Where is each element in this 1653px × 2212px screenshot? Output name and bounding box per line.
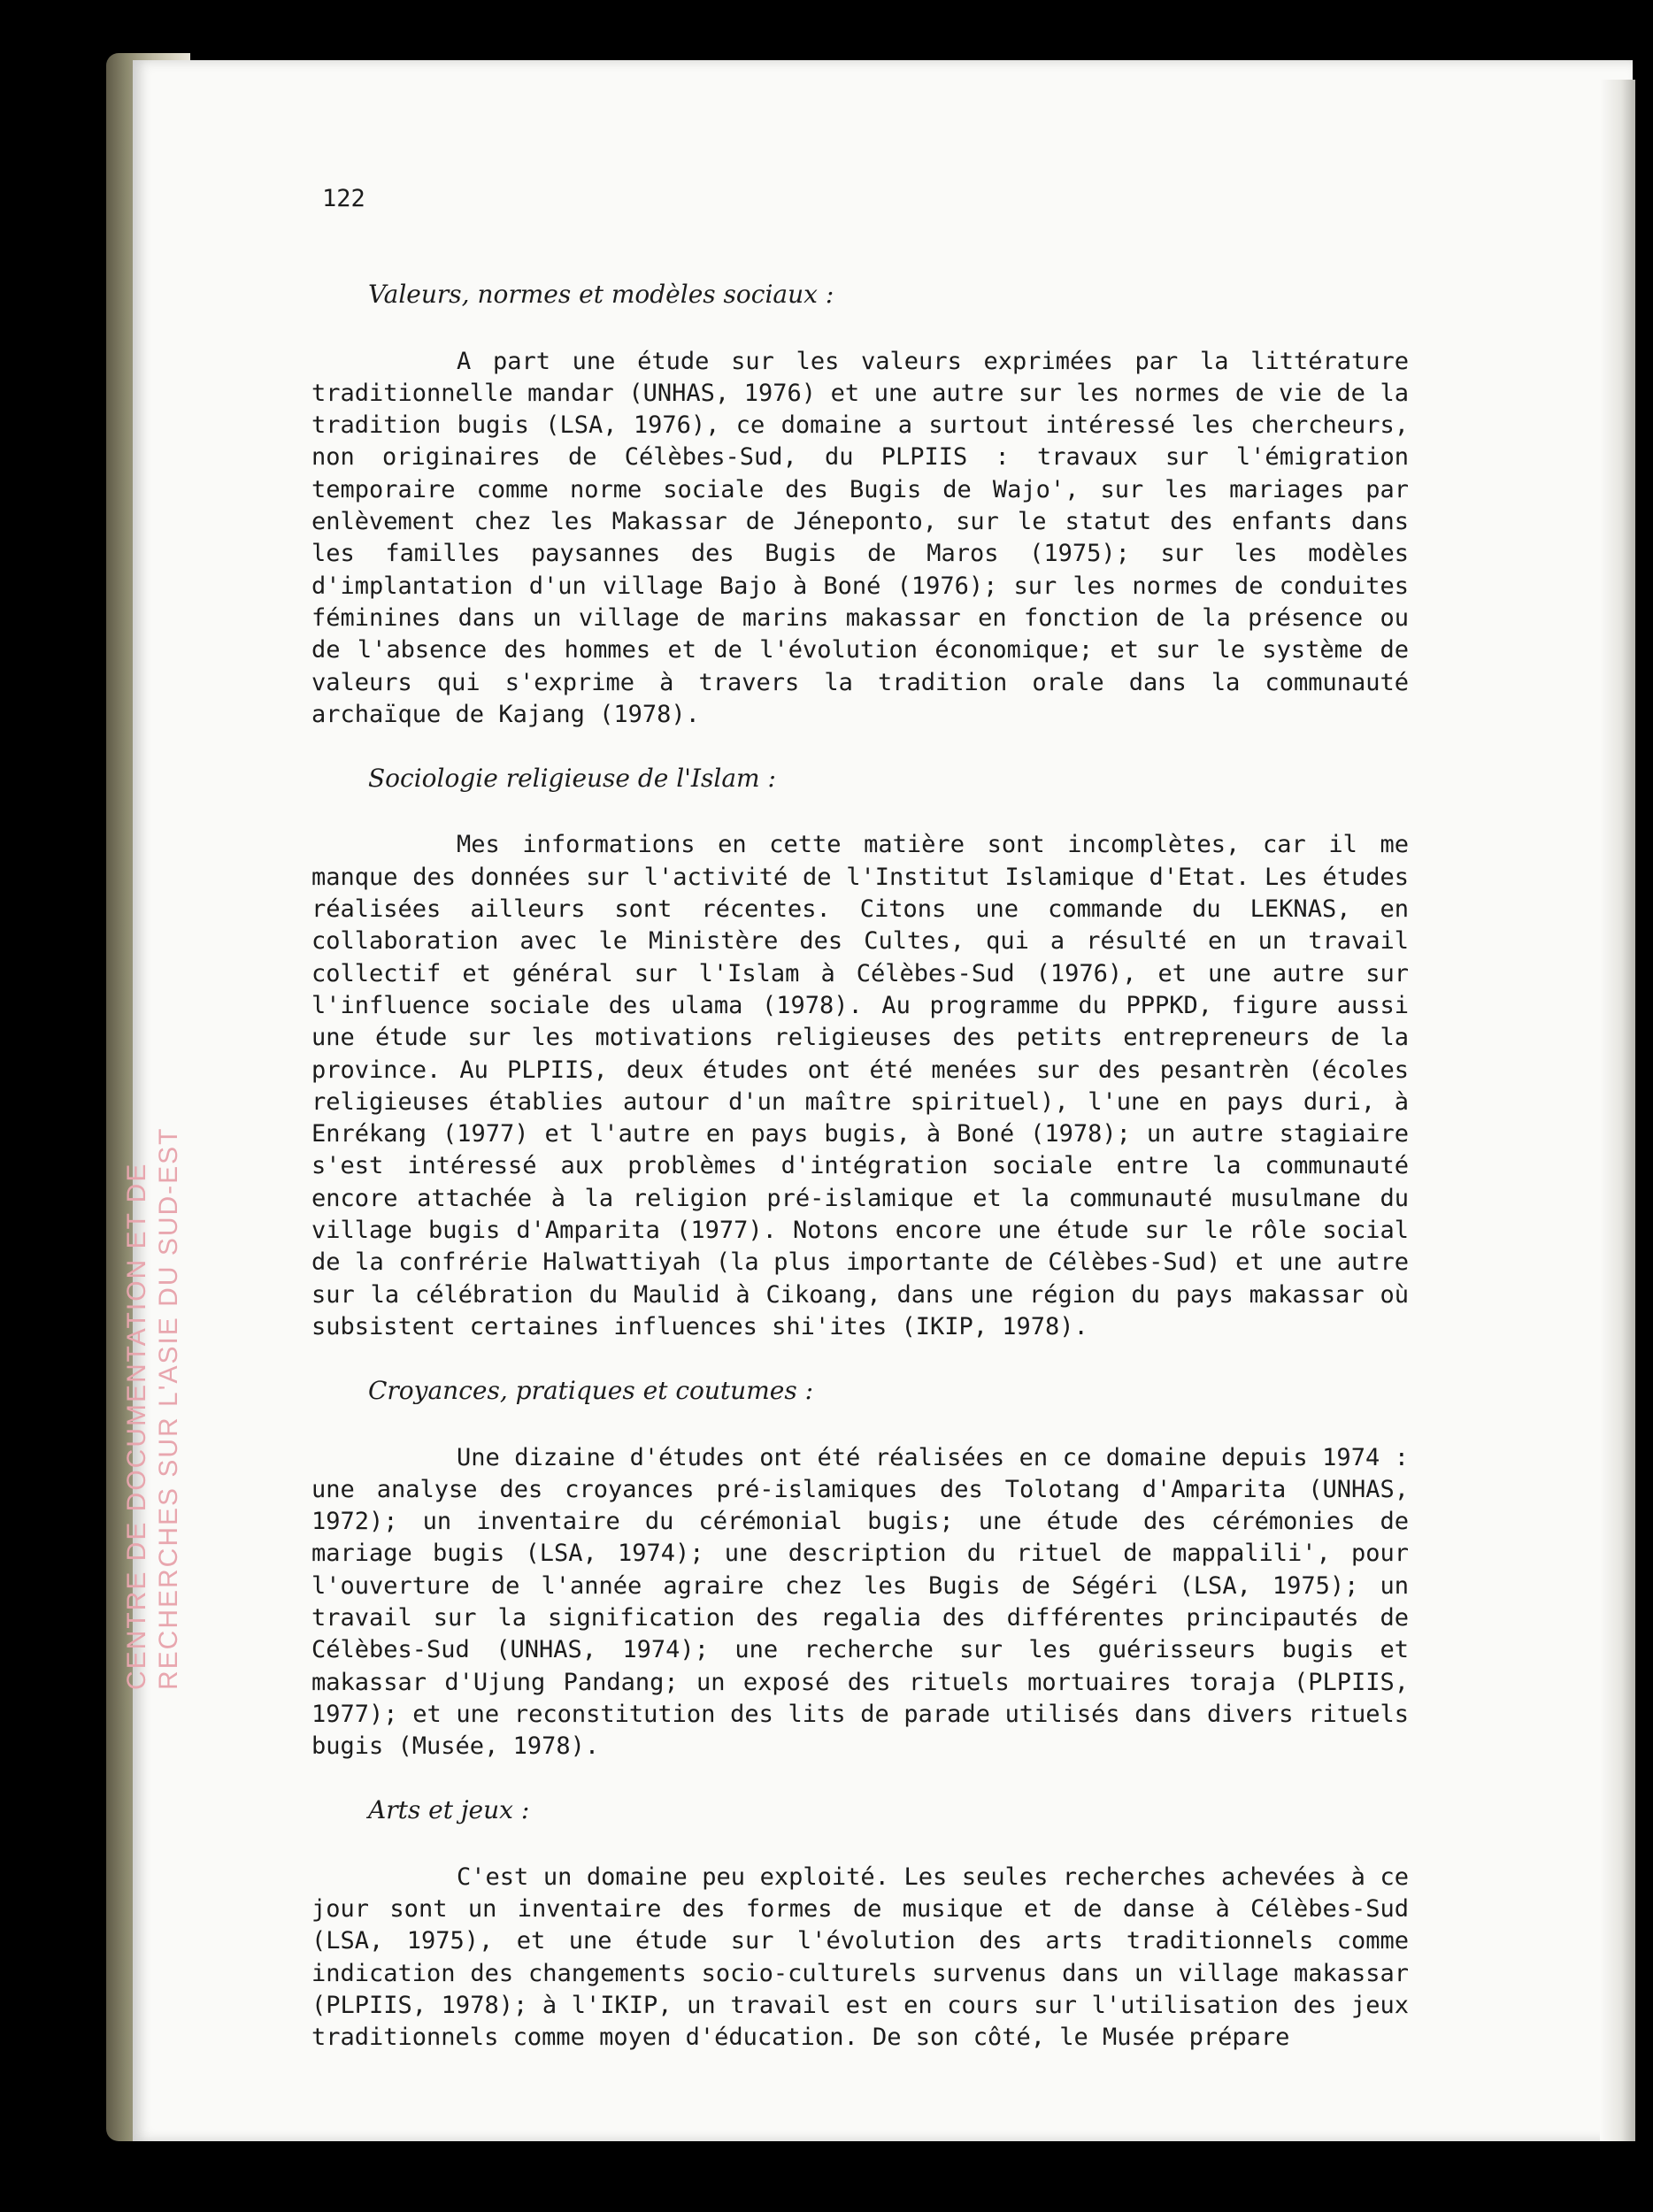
body-paragraph: Mes informations en cette matière sont incomplètes, car il me manque des données sur l'activité de l'Institut Islamique d'Etat. Les études réalisées ailleurs sont récentes. Citons une commande du LEKNAS, en collaboration avec le Ministère des Cultes, qui a résulté en un travail collectif et général sur l'Islam à Célèbes-Sud (1976), et une autre sur l'influence sociale des ulama (1978). Au programme du PPPKD, figure aussi une étude sur les motivations religieuses des petits entrepreneurs de la province. Au PLPIIS, deux études ont été menées sur des pesantrèn (écoles religieuses établies autour d'un maître spirituel), l'une en pays duri, à Enrékang (1977) et l'autre en pays bugis, à Boné (1978); un autre stagiaire s'est intéressé aux problèmes d'intégration sociale entre la communauté encore attachée à la religion pré-islamique et la communauté musulmane du village bugis d'Amparita (1977). Notons encore une étude sur le rôle social de la confrérie Halwattiyah (la plus importante de Célèbes-Sud) et une autre sur la célébration du Maulid à Cikoang, dans une région du pays makassar où subsistent certaines influences shi'ites (IKIP, 1978). xyxy=(311,831,1409,1340)
section-arts-jeux xyxy=(311,1794,1409,2054)
section-valeurs-normes xyxy=(311,279,1409,731)
page-text xyxy=(311,183,1409,2086)
library-stamp xyxy=(111,938,208,1690)
section-heading: Croyances, pratiques et coutumes : xyxy=(368,1376,814,1406)
section-heading: Sociologie religieuse de l'Islam : xyxy=(368,764,776,794)
page-right-edge xyxy=(1600,80,1635,2141)
body-paragraph: C'est un domaine peu exploité. Les seules recherches achevées à ce jour sont un inventaire des formes de musique et de danse à Célèbes-Sud (LSA, 1975), et une étude sur l'évolution des arts traditionnels comme indication des changements socio-culturels survenus dans un village makassar (PLPIIS, 1978); à l'IKIP, un travail est en cours sur l'utilisation des jeux traditionnels comme moyen d'éducation. De son côté, le Musée prépare xyxy=(311,1863,1409,2052)
section-heading: Valeurs, normes et modèles sociaux : xyxy=(368,280,834,310)
body-paragraph: A part une étude sur les valeurs exprimées par la littérature traditionnelle mandar (UNHAS, 1976) et une autre sur les normes de vie de la tradition bugis (LSA, 1976), ce domaine a surtout intéressé les chercheurs, non originaires de Célèbes-Sud, du PLPIIS : travaux sur l'émigration temporaire comme norme sociale des Bugis de Wajo', sur les mariages par enlèvement chez les Makassar de Jéneponto, sur le statut des enfants dans les familles paysannes des Bugis de Maros (1975); sur les modèles d'implantation d'un village Bajo à Boné (1976); sur les normes de conduites féminines dans un village de marins makassar en fonction de la présence ou de l'absence des hommes et de l'évolution économique; et sur le système de valeurs qui s'exprime à travers la tradition orale dans la communauté archaïque de Kajang (1978). xyxy=(311,347,1409,728)
page-number: 122 xyxy=(322,185,365,212)
library-stamp-text xyxy=(121,938,185,1690)
section-croyances-pratiques xyxy=(311,1375,1409,1763)
stamp-line: RECHERCHES SUR L'ASIE DU SUD-EST xyxy=(154,1126,183,1690)
body-paragraph: Une dizaine d'études ont été réalisées en ce domaine depuis 1974 : une analyse des croyances pré-islamiques des Tolotang d'Amparita (UNHAS, 1972); un inventaire du cérémonial bugis; une étude des cérémonies de mariage bugis (LSA, 1974); une description du rituel de mappalili', pour l'ouverture de l'année agraire chez les Bugis de Ségéri (LSA, 1975); un travail sur la signification des regalia des différentes principautés de Célèbes-Sud (UNHAS, 1974); une recherche sur les guérisseurs bugis et makassar d'Ujung Pandang; un exposé des rituels mortuaires toraja (PLPIIS, 1977); et une reconstitution des lits de parade utilisés dans divers rituels bugis (Musée, 1978). xyxy=(311,1443,1409,1761)
stamp-line: CENTRE DE DOCUMENTATION ET DE xyxy=(122,1162,151,1690)
section-heading: Arts et jeux : xyxy=(368,1795,530,1825)
section-sociologie-religieuse xyxy=(311,763,1409,1343)
